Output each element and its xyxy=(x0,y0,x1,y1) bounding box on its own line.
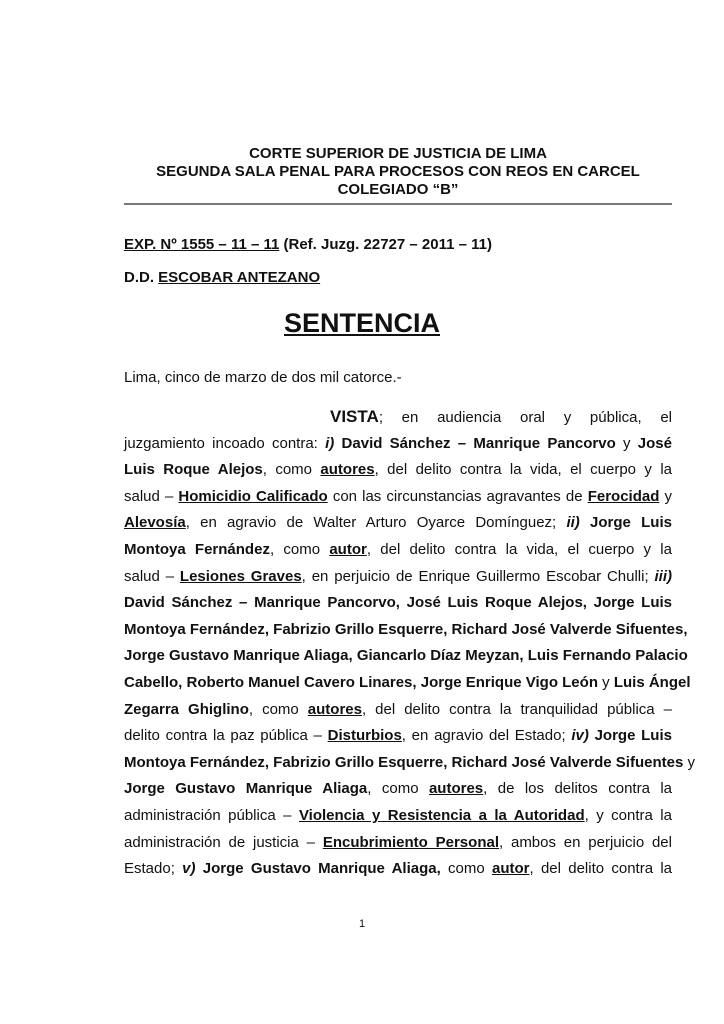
case-reference: (Ref. Juzg. 22727 – 2011 – 11) xyxy=(283,236,492,253)
body-line: Luis Roque Alejos, como autores, del delito contra la vida, el cuerpo y la xyxy=(124,461,673,479)
body-line: juzgamiento incoado contra: i) David Sánchez – Manrique Pancorvo y José xyxy=(124,434,672,452)
chamber-name: SEGUNDA SALA PENAL PARA PROCESOS CON REOS EN CARCEL xyxy=(156,163,640,180)
document-body xyxy=(124,404,695,883)
body-line: Alevosía, en agravio de Walter Arturo Oyarce Domínguez; ii) Jorge Luis xyxy=(124,514,672,532)
collegiate-name: COLEGIADO “B” xyxy=(337,181,459,198)
body-line: salud – Lesiones Graves, en perjuicio de Enrique Guillermo Escobar Chulli; iii) xyxy=(124,567,672,585)
dd-name: ESCOBAR ANTEZANO xyxy=(158,269,321,286)
body-line: Montoya Fernández, Fabrizio Grillo Esquerre, Richard José Valverde Sifuentes, xyxy=(124,620,688,638)
body-line: David Sánchez – Manrique Pancorvo, José Luis Roque Alejos, Jorge Luis xyxy=(124,594,672,612)
body-line: delito contra la paz pública – Disturbios, en agravio del Estado; iv) Jorge Luis xyxy=(124,727,672,745)
body-line: Montoya Fernández, Fabrizio Grillo Esquerre, Richard José Valverde Sifuentes y xyxy=(124,753,695,771)
body-line: Estado; v) Jorge Gustavo Manrique Aliaga, como autor, del delito contra la xyxy=(124,860,673,878)
dd-line xyxy=(124,269,320,286)
body-line: Zegarra Ghiglino, como autores, del delito contra la tranquilidad pública – xyxy=(124,700,672,718)
court-header xyxy=(124,145,672,199)
court-name: CORTE SUPERIOR DE JUSTICIA DE LIMA xyxy=(249,145,547,162)
page-number: 1 xyxy=(358,918,366,930)
body-line: administración pública – Violencia y Resistencia a la Autoridad, y contra la xyxy=(124,806,672,824)
body-line: Jorge Gustavo Manrique Aliaga, como autores, de los delitos contra la xyxy=(124,780,673,798)
body-line: VISTA; en audiencia oral y pública, el xyxy=(330,407,672,426)
document-date: Lima, cinco de marzo de dos mil catorce.- xyxy=(124,369,402,386)
body-line: salud – Homicidio Calificado con las circunstancias agravantes de Ferocidad y xyxy=(124,487,672,505)
header-divider xyxy=(124,203,672,205)
body-line: Jorge Gustavo Manrique Aliaga, Giancarlo Díaz Meyzan, Luis Fernando Palacio xyxy=(124,647,688,665)
case-file-line xyxy=(124,236,492,253)
dd-label: D.D. xyxy=(124,269,154,286)
document-title: SENTENCIA xyxy=(283,308,440,338)
body-line: Montoya Fernández, como autor, del delito contra la vida, el cuerpo y la xyxy=(124,540,672,558)
body-line: Cabello, Roberto Manuel Cavero Linares, Jorge Enrique Vigo León y Luis Ángel xyxy=(124,673,691,691)
case-file-number: EXP. Nº 1555 – 11 – 11 xyxy=(124,236,280,253)
body-line: administración de justicia – Encubrimiento Personal, ambos en perjuicio del xyxy=(124,833,672,851)
